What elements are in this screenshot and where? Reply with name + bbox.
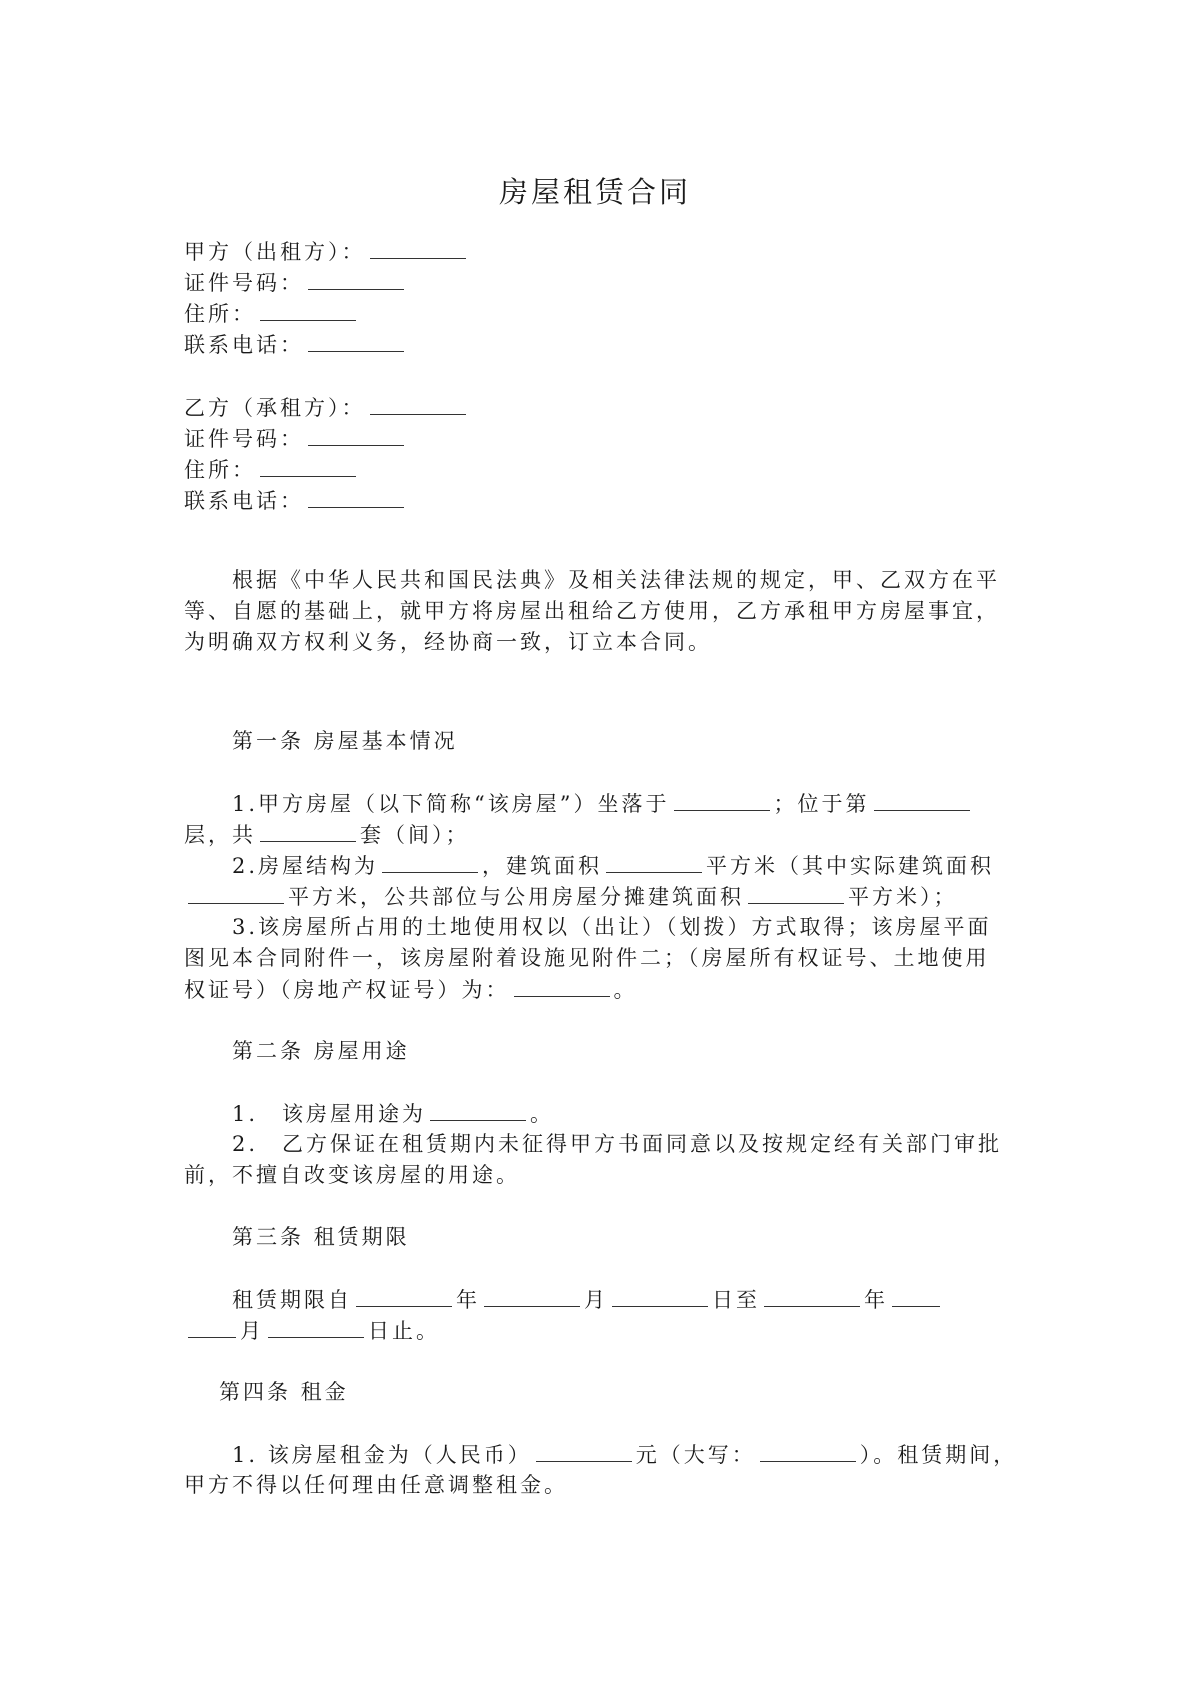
party-b-phone-blank[interactable] [308,485,404,508]
end-month-blank-part-1[interactable] [892,1284,940,1307]
article-3-line-2: 月 日止。 [184,1315,440,1347]
rent-amount-words-blank[interactable] [760,1439,856,1462]
area-blank[interactable] [606,850,702,873]
rent-amount-blank[interactable] [536,1439,632,1462]
preamble-line-1: 根据《中华人民共和国民法典》及相关法律法规的规定，甲、乙双方在平 [232,568,1000,592]
article-1-item-3-line-1: 3.该房屋所占用的土地使用权以（出让）（划拨）方式取得；该房屋平面 [232,915,992,939]
start-year-blank[interactable] [356,1284,452,1307]
article-1-item-2: 2.房屋结构为 ，建筑面积 平方米（其中实际建筑面积 [232,850,994,882]
party-b-id: 证件号码： [184,423,408,455]
article-2-heading: 第二条 房屋用途 [232,1039,410,1063]
party-b-heading: 乙方（承租方）： [184,392,470,424]
article-1-item-3-line-2: 图见本合同附件一，该房屋附着设施见附件二；（房屋所有权证号、土地使用 [184,946,990,970]
article-3-line-1: 租赁期限自 年 月 日至 年 [232,1284,944,1316]
article-2-item-2-line-1: 2. 乙方保证在租赁期内未征得甲方书面同意以及按规定经有关部门审批 [232,1132,1003,1156]
structure-blank[interactable] [382,850,478,873]
article-1-item-1: 1.甲方房屋（以下简称“该房屋”）坐落于 ；位于第 [232,788,974,820]
start-day-blank[interactable] [612,1284,708,1307]
party-b-id-blank[interactable] [308,423,404,446]
party-b-address-blank[interactable] [260,454,356,477]
location-blank[interactable] [674,788,770,811]
article-2-item-2-line-2: 前，不擅自改变该房屋的用途。 [184,1163,520,1187]
certificate-blank[interactable] [514,974,610,997]
article-2-item-1: 1. 该房屋用途为 。 [232,1098,554,1130]
article-1-item-3-line-3: 权证号）（房地产权证号）为： 。 [184,974,638,1006]
party-b-name-blank[interactable] [370,392,466,415]
party-a-phone-blank[interactable] [308,329,404,352]
article-1-item-2-cont: 平方米，公共部位与公用房屋分摊建筑面积 平方米）； [184,881,958,913]
end-day-blank[interactable] [268,1315,364,1338]
article-4-item-1: 1. 该房屋租金为（人民币） 元（大写： ）。租赁期间， [232,1439,1017,1471]
end-year-blank[interactable] [764,1284,860,1307]
document-title: 房屋租赁合同 [498,175,691,209]
party-b-address: 住所： [184,454,360,486]
party-a-heading: 甲方（出租方）： [184,236,470,268]
start-month-blank[interactable] [484,1284,580,1307]
party-a-id: 证件号码： [184,267,408,299]
article-4-item-1-cont: 甲方不得以任何理由任意调整租金。 [184,1473,568,1497]
units-blank[interactable] [260,819,356,842]
article-4-heading: 第四条 租金 [219,1380,349,1404]
party-a-address: 住所： [184,298,360,330]
floor-blank[interactable] [874,788,970,811]
shared-area-blank[interactable] [748,881,844,904]
party-b-phone: 联系电话： [184,485,408,517]
article-3-heading: 第三条 租赁期限 [232,1225,410,1249]
article-1-heading: 第一条 房屋基本情况 [232,729,458,753]
preamble-line-2: 等、自愿的基础上，就甲方将房屋出租给乙方使用，乙方承租甲方房屋事宜， [184,599,1000,623]
usage-blank[interactable] [430,1098,526,1121]
party-a-name-blank[interactable] [370,236,466,259]
actual-area-blank[interactable] [188,881,284,904]
preamble-line-3: 为明确双方权利义务，经协商一致，订立本合同。 [184,630,712,654]
party-a-address-blank[interactable] [260,298,356,321]
party-a-phone: 联系电话： [184,329,408,361]
article-1-item-1-cont: 层，共 套（间）； [184,819,470,851]
party-a-id-blank[interactable] [308,267,404,290]
end-month-blank-part-2[interactable] [188,1315,236,1338]
